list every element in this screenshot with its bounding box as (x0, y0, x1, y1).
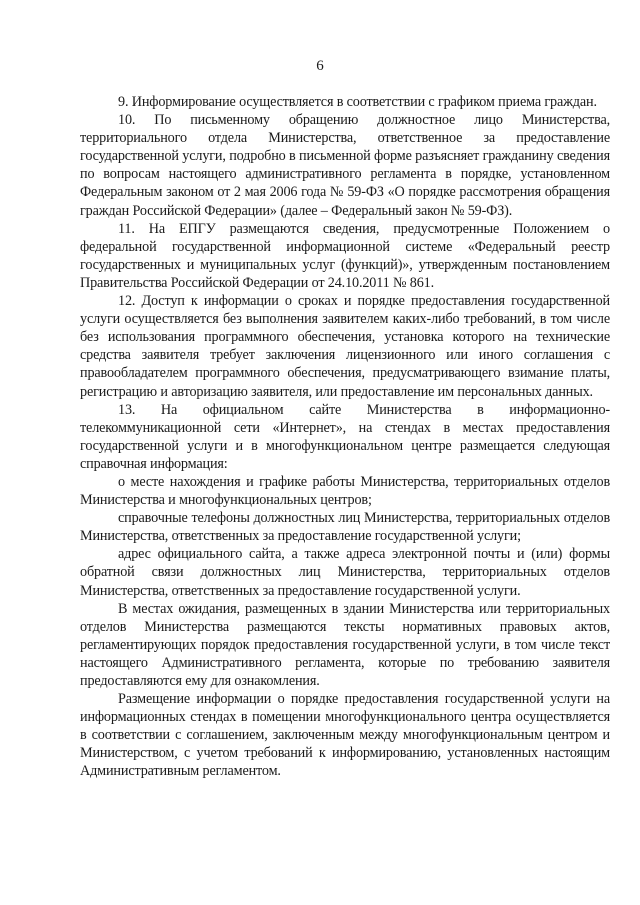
paragraph-13-item-phones: справочные телефоны должностных лиц Министерства, территориальных отделов Министерства, ответственных за предоставление государственной услуги; (80, 510, 610, 545)
paragraph-10: 10. По письменному обращению должностное лицо Министерства, территориального отдела Министерства, ответственное за предоставление государственной услуги, подробно в письменной форме разъясняет гражданину сведения по вопросам настоящего административного регламента в порядке, установленном Федеральным законом от 2 мая 2006 года № 59-ФЗ «О порядке рассмотрения обращения граждан Российской Федерации» (далее – Федеральный закон № 59-ФЗ). (80, 112, 610, 219)
document-body (80, 93, 610, 781)
paragraph-13-item-website: адрес официального сайта, а также адреса электронной почты и (или) формы обратной связи должностных лиц Министерства, территориальных отделов Министерства, ответственных за предоставление государственной услуги. (80, 546, 610, 599)
paragraph-9: 9. Информирование осуществляется в соответствии с графиком приема граждан. (118, 94, 597, 110)
paragraph-info-stands: Размещение информации о порядке предоставления государственной услуги на информационных стендах в помещении многофункционального центра осуществляется в соответствии с соглашением, заключенным между многофункциональным центром и Министерством, с учетом требований к информированию, установленных настоящим Административным регламентом. (80, 691, 610, 780)
paragraph-12: 12. Доступ к информации о сроках и порядке предоставления государственной услуги осуществляется без выполнения заявителем каких-либо требований, в том числе без использования программного обеспечения, установка которого на технические средства заявителя требует заключения лицензионного или иного соглашения с правообладателем программного обеспечения, предусматривающего взимание платы, регистрацию и авторизацию заявителя, или предоставление им персональных данных. (80, 293, 610, 400)
paragraph-waiting-areas: В местах ожидания, размещенных в здании Министерства или территориальных отделов Министерства размещаются тексты нормативных правовых актов, регламентирующих порядок предоставления государственной услуги, в том числе текст настоящего Административного регламента, которые по требованию заявителя предоставляются ему для ознакомления. (80, 600, 610, 689)
paragraph-11: 11. На ЕПГУ размещаются сведения, предусмотренные Положением о федеральной государственной информационной системе «Федеральный реестр государственных и муниципальных услуг (функций)», утвержденным постановлением Правительства Российской Федерации от 24.10.2011 № 861. (80, 220, 610, 291)
page-number: 6 (316, 58, 324, 74)
paragraph-13: 13. На официальном сайте Министерства в информационно-телекоммуникационной сети «Интернет», на стендах в местах предоставления государственной услуги и в многофункциональном центре размещается следующая справочная информация: (80, 401, 610, 472)
paragraph-13-item-location: о месте нахождения и графике работы Министерства, территориальных отделов Министерства и многофункциональных центров; (80, 473, 610, 509)
